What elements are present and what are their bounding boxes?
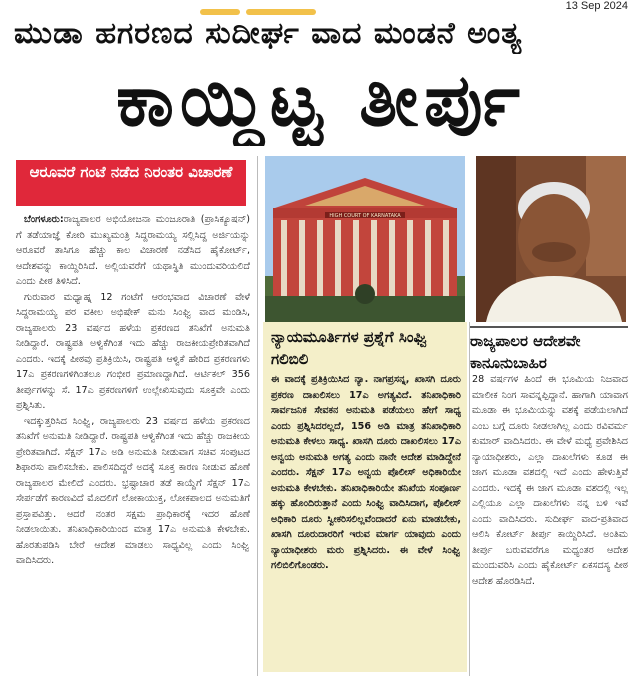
chief-minister-photo [476,156,626,322]
column-divider [469,322,470,676]
article-paragraph: ರಾಜ್ಯಪಾಲರ ಅಭಿಯೋಜನಾ ಮಂಜೂರಾತಿ (ಪ್ರಾಸಿಕ್ಯೂಷನ್) ಗೆ ತಡೆಯಾಜ್ಞೆ ಕೋರಿ ಮುಖ್ಯಮಂತ್ರಿ ಸಿದ್ದರಾಮಯ್ಯ ಸಲ್ಲಿಸಿದ್ದ ಅರ್ಜಿಯನ್ನು ಆರೂವರೆ ತಾಸಿಗೂ ಹೆಚ್ಚು ಕಾಲ ವಿಚಾರಣೆ ನಡೆಸಿದ ಹೈಕೋರ್ಟ್, ಆದೇಶವನ್ನು ಕಾಯ್ದಿರಿಸಿದೆ. ಅಲ್ಲಿಯವರೆಗೆ ಯಥಾಸ್ಥಿತಿ ಮುಂದುವರಿಯಲಿದೆ ಎಂದು ಪೀಠ ತಿಳಿಸಿದೆ. [16,214,250,287]
article-paragraph: ಇದಕ್ಕುತ್ತರಿಸಿದ ಸಿಂಘ್ವಿ, ರಾಜ್ಯಪಾಲರು 23 ವರ್ಷದ ಹಳೆಯ ಪ್ರಕರಣದ ತನಿಖೆಗೆ ಅನುಮತಿ ನೀಡಿದ್ದಾರೆ. ರಾಷ್ಟ್ರಪತಿ ಆಳ್ವಿಕೆಗಿಂತ ಇದು ಹೆಚ್ಚು ರಾಜಕೀಯ ಪ್ರೇರಿತವಾಗಿದೆ. ಸೆಕ್ಷನ್ 17ಎ ಅಡಿ ಅನುಮತಿ ನೀಡುವಾಗ ಸಚಿವ ಸಂಪುಟದ ಶಿಫಾರಸು ಪಾಲಿಸಬೇಕು. ಪಾಲಿಸದಿದ್ದರೆ ಅದಕ್ಕೆ ಸೂಕ್ತ ಕಾರಣ ನೀಡುವ ಹೊಣೆ ರಾಜ್ಯಪಾಲರ ಮೇಲಿದೆ ಎಂದರು. ಭ್ರಷ್ಟಾಚಾರ ತಡೆ ಕಾಯ್ದೆಗೆ ಸೆಕ್ಷನ್ 17ಎ ಸೇರ್ಪಡೆಗೆ ಕಾರಣವಿದೆ ಮೊದಲಿಗೆ ಲೋಕಾಯುಕ್ತ, ಲೋಕಪಾಲದ ಅನುಮತಿಗೆ ಪ್ರಸ್ತಾಪವಿತ್ತು. ಆದರೆ ನಂತರ ಸಕ್ಷಮ ಪ್ರಾಧಿಕಾರಕ್ಕೆ ಇದರ ಹೊಣೆ ನೀಡಲಾಯಿತು. ತನಿಖಾಧಿಕಾರಿಯಿಂದ ಮಾತ್ರ 17ಎ ಅನುಮತಿ ಕೇಳಬೇಕು. ಹೊರತುಪಡಿಸಿ ಬೇರೆ ಆದೇಶ ಮಾಡಲು ಸಾಧ್ಯವಿಲ್ಲ ಎಂದು ಸಿಂಘ್ವಿ ವಾದಿಸಿದರು. [16,415,250,566]
sidebar-body: ಈ ವಾದಕ್ಕೆ ಪ್ರತಿಕ್ರಿಯಿಸಿದ ನ್ಯಾ. ನಾಗಪ್ರಸನ್ನ, ಖಾಸಗಿ ದೂರು ಪ್ರಕರಣ ದಾಖಲಿಸಲು 17ಎ ಅಗತ್ಯವಿದೆ. ತನಿಖಾಧಿಕಾರಿ ಸಾರ್ವಜನಿಕ ಸೇವಕನ ಅನುಮತಿ ಪಡೆಯಲು ಹೇಗೆ ಸಾಧ್ಯ ಎಂದು ಪ್ರಶ್ನಿಸಿದರಲ್ಲದೆ, 156 ಅಡಿ ಮಾತ್ರ ತನಿಖಾಧಿಕಾರಿ ಅನುಮತಿ ಕೇಳಲು ಸಾಧ್ಯ. ಖಾಸಗಿ ದೂರು ದಾಖಲಿಸಲು 17ಎ ಅನ್ವಯ ಅನುಮತಿ ಅಗತ್ಯ ಎಂದು ನಾನೇ ಆದೇಶ ಮಾಡಿದ್ದೇನೆ ಎಂದರು. ಸೆಕ್ಷನ್ 17ಎ ಅನ್ವಯ ಪೊಲೀಸ್ ಅಧಿಕಾರಿಯೇ ಅನುಮತಿ ಕೇಳಬೇಕು. ತನಿಖಾಧಿಕಾರಿಯೇ ತನಿಖೆಯ ಸಂಪೂರ್ಣ ಹಕ್ಕು ಹೊಂದಿರುತ್ತಾನೆ ಎಂದು ಸಿಂಘ್ವಿ ವಾದಿಸಿದಾಗ, ಪೊಲೀಸ್ ಅಧಿಕಾರಿ ದೂರು ಸ್ವೀಕರಿಸಲಿಲ್ಲವೆಂದಾದರೆ ಏನು ಮಾಡಬೇಕು, ಖಾಸಗಿ ದೂರುದಾರರಿಗೆ ಇರುವ ಮಾರ್ಗ ಯಾವುದು ಎಂದು ನ್ಯಾಯಾಧೀಶರು ಮರು ಪ್ರಶ್ನಿಸಿದರು. ಈ ವೇಳೆ ಸಿಂಘ್ವಿ ಗಲಿಬಿಲಿಗೊಂಡರು. [271,374,461,571]
column-divider [257,156,258,676]
court-sign: HIGH COURT OF KARNATAKA [329,213,401,219]
dateline: ಬೆಂಗಳೂರು: [24,214,64,225]
left-article-column [16,212,250,678]
sub-headline-banner: ಆರೂವರೆ ಗಂಟೆ ನಡೆದ ನಿರಂತರ ವಿಚಾರಣೆ [16,160,246,206]
kicker-headline: ಮುಡಾ ಹಗರಣದ ಸುದೀರ್ಘ ವಾದ ಮಂಡನೆ ಅಂತ್ಯ [14,16,523,51]
article-paragraph: ಗುರುವಾರ ಮಧ್ಯಾಹ್ನ 12 ಗಂಟೆಗೆ ಆರಂಭವಾದ ವಿಚಾರಣೆ ವೇಳೆ ಸಿದ್ದರಾಮಯ್ಯ ಪರ ವಕೀಲ ಅಭಿಷೇಕ್ ಮನು ಸಿಂಘ್ವಿ ವಾದ ಮಂಡಿಸಿ, ರಾಜ್ಯಪಾಲರು 23 ವರ್ಷದ ಹಳೆಯ ಪ್ರಕರಣದ ತನಿಖೆಗೆ ಅನುಮತಿ ನೀಡಿದ್ದಾರೆ. ರಾಷ್ಟ್ರಪತಿ ಅಳ್ವಿಕೆಗಿಂತ ಇದು ಹೆಚ್ಚು ರಾಜಕೀಯಪ್ರೇರಿತವಾಗಿದೆ ಎಂದರು. ಇದಕ್ಕೆ ಪೀಠವು ಪ್ರತಿಕ್ರಿಯಿಸಿ, ರಾಷ್ಟ್ರಪತಿ ಆಳ್ವಿಕೆ ಹೇರಿದ ಪ್ರಕರಣಗಳು 17ಎ ಪ್ರಕರಣಗಳಿಗಿಂತಲೂ ಗಂಭೀರ ಪ್ರಮಾಣದ್ದಾಗಿದೆ. ಆರ್ಟಿಕಲ್ 356 ತೀರ್ಪುಗಳನ್ನು ಸೆ. 17ಎ ಪ್ರಕರಣಗಳಿಗೆ ಉಲ್ಲೇಖಿಸುವುದು ಸೂಕ್ತವೇ ಎಂದು ಪ್ರಶ್ನಿಸಿತು. [16,291,250,411]
main-headline: ಕಾಯ್ದಿಟ್ಟ ತೀರ್ಪು [116,58,526,142]
high-court-photo [265,156,465,322]
edition-date: 13 Sep 2024 [565,0,628,12]
sidebar-title: ನ್ಯಾಯಮೂರ್ತಿಗಳ ಪ್ರಶ್ನೆಗೆ ಸಿಂಘ್ವಿ ಗಲಿಬಿಲಿ [271,328,428,368]
right-article-title: ರಾಜ್ಯಪಾಲರ ಆದೇಶವೇ ಕಾನೂನುಬಾಹಿರ [470,326,628,374]
masthead-strip [200,0,400,8]
right-article-body: 28 ವರ್ಷಗಳ ಹಿಂದೆ ಈ ಭೂಮಿಯ ನಿಜವಾದ ಮಾಲೀಕ ನಿಂಗ ಸಾವನ್ನಪ್ಪಿದ್ದಾನೆ. ಹಾಗಾಗಿ ಯಾವಾಗ ಮೂಡಾ ಈ ಭೂಮಿಯನ್ನು ವಶಕ್ಕೆ ಪಡೆಯಲಾಗಿದೆ ಎಂಬ ಬಗ್ಗೆ ದೂರು ನೀಡಲಾಗಿಲ್ಲ ಎಂದು ರವಿವರ್ಮ ಕುಮಾರ್ ವಾದಿಸಿದರು. ಈ ವೇಳೆ ಮಧ್ಯೆ ಪ್ರವೇಶಿಸಿದ ನ್ಯಾಯಾಧೀಶರು, ಎಲ್ಲಾ ದಾಖಲೆಗಳು ಕೂಡ ಈ ಜಾಗ ಮೂಡಾ ವಶದಲ್ಲಿ ಇದೆ ಎಂದು ಹೇಳುತ್ತಿವೆ ಎಂದರು. ಇದಕ್ಕೆ ಈ ಜಾಗ ಮೂಡಾ ವಶದಲ್ಲಿ ಇಲ್ಲ ಎಲ್ಲಿಯೂ ಎಲ್ಲಾ ದಾಖಲೆಗಳು ನನ್ನ ಬಳಿ ಇವೆ ಎಂದು ವಾದಿಸಿದರು. ಸುದೀರ್ಘ ವಾದ-ಪ್ರತಿವಾದ ಆಲಿಸಿ ಕೋರ್ಟ್ ತೀರ್ಪು ಕಾಯ್ದಿರಿಸಿದೆ. ಅಂತಿಮ ತೀರ್ಪು ಬರುವವರೆಗೂ ಮಧ್ಯಂತರ ಆದೇಶ ಮುಂದುವರಿಸಿ ಎಂದು ಹೈಕೋರ್ಟ್ ಏಕಸದಸ್ಯ ಪೀಠ ಆದೇಶ ಹೊರಡಿಸಿದೆ. [472,374,628,587]
